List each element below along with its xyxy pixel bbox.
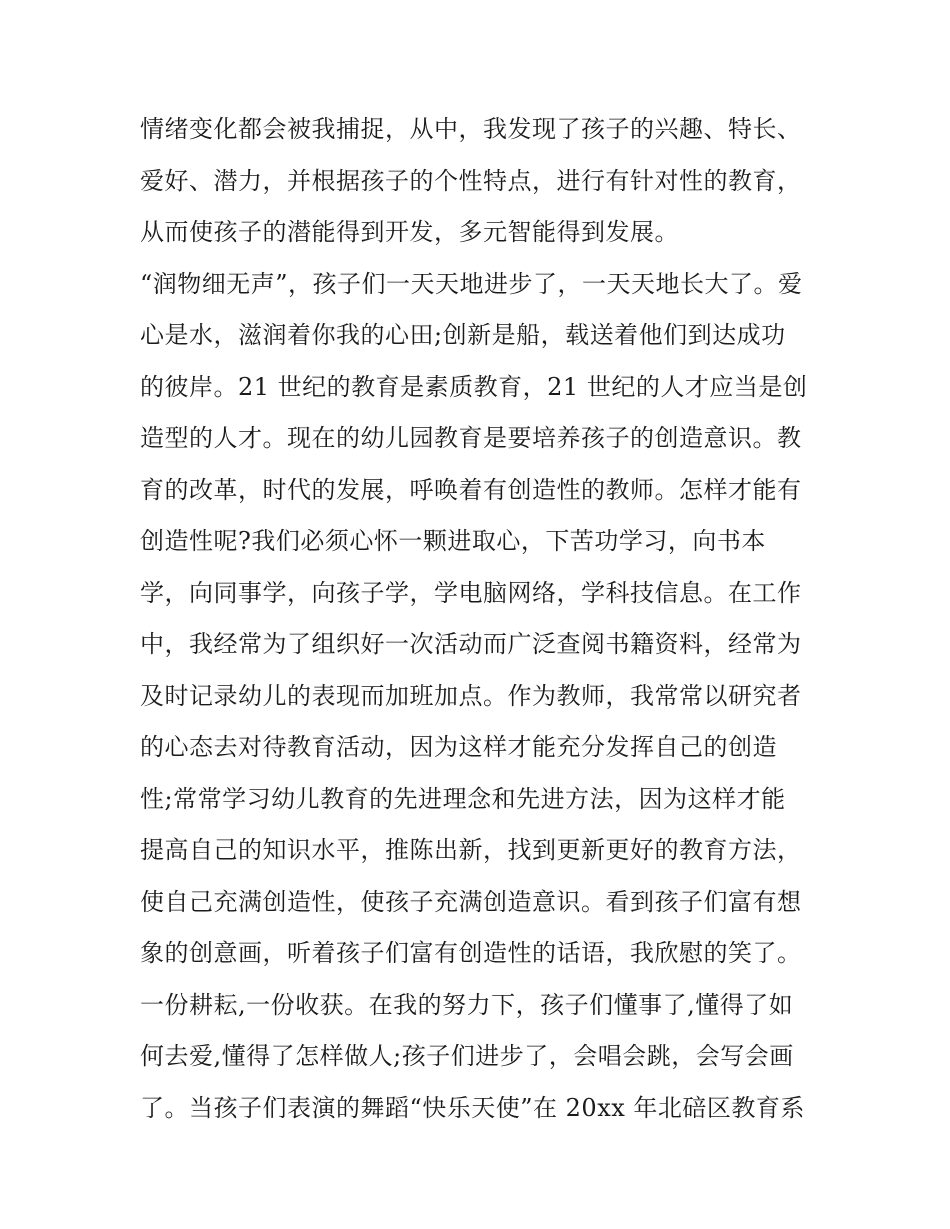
text-line: 了。当孩子们表演的舞蹈“快乐天使”在 20xx 年北碚区教育系 [140,1093,805,1122]
text-line: 使自己充满创造性，使孩子充满创造意识。看到孩子们富有想 [140,887,802,916]
text-line: 性;常常学习幼儿教育的先进理念和先进方法，因为这样才能 [140,784,786,813]
text-line: 中，我经常为了组织好一次活动而广泛查阅书籍资料，经常为 [140,630,802,658]
text-line: 一份耕耘,一份收获。在我的努力下，孩子们懂事了,懂得了如 [140,990,794,1019]
text-line: 何去爱,懂得了怎样做人;孩子们进步了，会唱会跳，会写会画 [140,1042,794,1070]
text-line: 心是水，滋润着你我的心田;创新是船，载送着他们到达成功 [140,321,786,349]
text-line: 的心态去对待教育活动，因为这样才能充分发挥自己的创造 [140,733,777,761]
text-line: 创造性呢?我们必须心怀一颗进取心，下苦功学习，向书本 [140,527,766,555]
text-line: 情绪变化都会被我捕捉，从中，我发现了孩子的兴趣、特长、 [140,115,802,143]
text-line: 象的创意画，听着孩子们富有创造性的话语，我欣慰的笑了。 [140,939,802,967]
text-line: 造型的人才。现在的幼儿园教育是要培养孩子的创造意识。教 [140,424,802,452]
text-line: 从而使孩子的潜能得到开发，多元智能得到发展。 [140,218,679,246]
text-line: 提高自己的知识水平，推陈出新，找到更新更好的教育方法， [140,836,802,864]
text-line: 学，向同事学，向孩子学，学电脑网络，学科技信息。在工作 [140,578,802,607]
text-line: 及时记录幼儿的表现而加班加点。作为教师，我常常以研究者 [140,681,802,710]
text-line: 育的改革，时代的发展，呼唤着有创造性的教师。怎样才能有 [140,475,802,504]
body-text [140,104,830,1134]
text-line: 的彼岸。21 世纪的教育是素质教育，21 世纪的人才应当是创 [140,372,808,401]
text-line: 爱好、潜力，并根据孩子的个性特点，进行有针对性的教育， [140,166,802,195]
text-line: “润物细无声”，孩子们一天天地进步了，一天天地长大了。爱 [140,269,803,298]
